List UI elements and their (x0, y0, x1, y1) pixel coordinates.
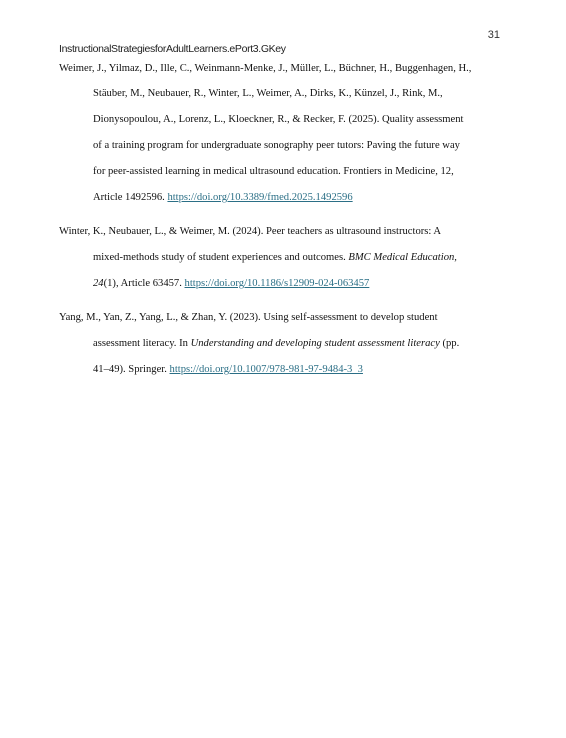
reference-line: Yang, M., Yan, Z., Yang, L., & Zhan, Y. (2023). Using self-assessment to develop student (59, 312, 438, 323)
doi-link[interactable]: https://doi.org/10.1007/978-981-97-9484-3_3 (169, 364, 363, 375)
journal-title: BMC Medical Education, (348, 252, 457, 263)
doi-link[interactable]: https://doi.org/10.3389/fmed.2025.1492596 (167, 192, 353, 203)
reference-text: (pp. (439, 338, 460, 349)
reference-text: 41–49). Springer. (93, 364, 170, 375)
reference-line (93, 185, 353, 211)
reference-text: Article 1492596. (93, 192, 168, 203)
reference-line: for peer-assisted learning in medical ultrasound education. Frontiers in Medicine, 12, (93, 166, 454, 177)
reference-text: (1), Article 63457. (103, 278, 185, 289)
doi-link[interactable]: https://doi.org/10.1186/s12909-024-063457 (184, 278, 370, 289)
page-number: 31 (487, 29, 500, 41)
reference-line (93, 331, 459, 357)
reference-line: Dionysopoulou, A., Lorenz, L., Kloeckner, R., & Recker, F. (2025). Quality assessment (93, 114, 464, 125)
reference-line: Winter, K., Neubauer, L., & Weimer, M. (2024). Peer teachers as ultrasound instructors: A (59, 226, 442, 237)
reference-line: Stäuber, M., Neubauer, R., Winter, L., Weimer, A., Dirks, K., Künzel, J., Rink, M., (93, 88, 443, 99)
reference-line: Weimer, J., Yilmaz, D., Ille, C., Weinmann-Menke, J., Müller, L., Büchner, H., Buggenhagen, H., (59, 63, 472, 74)
reference-line (93, 271, 369, 297)
volume: 24 (93, 278, 104, 289)
reference-text: assessment literacy. In (93, 338, 191, 349)
reference-line (93, 245, 457, 271)
reference-text: mixed-methods study of student experiences and outcomes. (93, 252, 349, 263)
reference-line (93, 357, 363, 383)
book-title: Understanding and developing student assessment literacy (190, 338, 440, 349)
reference-line: of a training program for undergraduate sonography peer tutors: Paving the future way (93, 140, 460, 151)
running-head: InstructionalStrategiesforAdultLearners.ePort3.GKey (59, 43, 286, 55)
